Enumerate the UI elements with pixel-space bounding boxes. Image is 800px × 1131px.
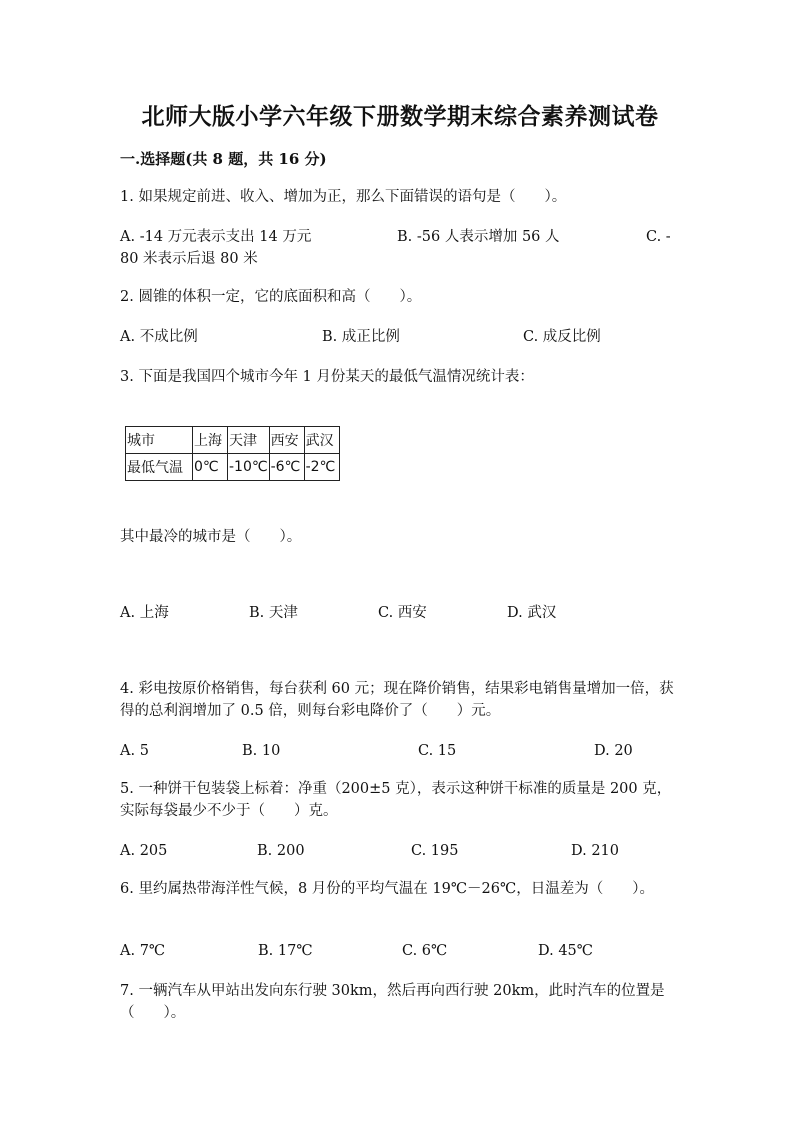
question-6-option-c[interactable]: C. 6℃ — [402, 943, 448, 959]
table-cell: 天津 — [228, 427, 270, 454]
question-3-stem-2: 其中最冷的城市是（ ）。 — [120, 529, 302, 545]
table-cell: 0℃ — [193, 454, 228, 481]
question-2-option-c[interactable]: C. 成反比例 — [523, 329, 601, 345]
question-6-option-d[interactable]: D. 45℃ — [538, 943, 593, 959]
question-6-stem: 6. 里约属热带海洋性气候，8 月份的平均气温在 19℃－26℃，日温差为（ ）。 — [120, 881, 654, 897]
section-heading: 一.选择题(共 8 题，共 16 分) — [120, 150, 327, 168]
question-4-option-d[interactable]: D. 20 — [594, 743, 633, 759]
question-1-option-b[interactable]: B. -56 人表示增加 56 人 — [397, 229, 560, 245]
table-cell: 城市 — [126, 427, 193, 454]
question-5-option-b[interactable]: B. 200 — [257, 843, 305, 859]
question-2-option-a[interactable]: A. 不成比例 — [120, 329, 198, 345]
question-1-option-c[interactable]: C. - — [646, 229, 671, 245]
table-header-row — [126, 427, 340, 454]
table-cell: 武汉 — [304, 427, 339, 454]
question-4-option-b[interactable]: B. 10 — [242, 743, 281, 759]
question-7-stem: 7. 一辆汽车从甲站出发向东行驶 30km，然后再向西行驶 20km，此时汽车的位置是（ ）。 — [120, 983, 665, 1021]
question-4-stem: 4. 彩电按原价格销售，每台获利 60 元；现在降价销售，结果彩电销售量增加一倍，获得的总利润增加了 0.5 倍，则每台彩电降价了（ ）元。 — [120, 681, 674, 719]
table-cell: 最低气温 — [126, 454, 193, 481]
temperature-table — [125, 426, 340, 481]
question-6-option-a[interactable]: A. 7℃ — [120, 943, 166, 959]
question-4-option-a[interactable]: A. 5 — [120, 743, 149, 759]
question-2-option-b[interactable]: B. 成正比例 — [322, 329, 400, 345]
question-1-option-c-continued: 80 米表示后退 80 米 — [120, 251, 258, 267]
question-3-stem: 3. 下面是我国四个城市今年 1 月份某天的最低气温情况统计表： — [120, 369, 534, 385]
table-cell: -10℃ — [228, 454, 270, 481]
table-cell: -6℃ — [269, 454, 304, 481]
question-2-stem: 2. 圆锥的体积一定，它的底面积和高（ ）。 — [120, 289, 422, 305]
table-cell: -2℃ — [304, 454, 339, 481]
question-3-option-d[interactable]: D. 武汉 — [507, 605, 557, 621]
question-1-stem: 1. 如果规定前进、收入、增加为正，那么下面错误的语句是（ ）。 — [120, 189, 567, 205]
table-cell: 西安 — [269, 427, 304, 454]
question-6-option-b[interactable]: B. 17℃ — [258, 943, 313, 959]
question-4-option-c[interactable]: C. 15 — [418, 743, 457, 759]
question-5-option-d[interactable]: D. 210 — [571, 843, 620, 859]
question-3-option-b[interactable]: B. 天津 — [249, 605, 298, 621]
page-title: 北师大版小学六年级下册数学期末综合素养测试卷 — [141, 103, 659, 130]
table-row — [126, 454, 340, 481]
question-3-option-c[interactable]: C. 西安 — [378, 605, 427, 621]
question-3-option-a[interactable]: A. 上海 — [120, 605, 169, 621]
table-cell: 上海 — [193, 427, 228, 454]
question-5-stem: 5. 一种饼干包装袋上标着：净重（200±5 克），表示这种饼干标准的质量是 200 克，实际每袋最少不少于（ ）克。 — [120, 781, 672, 819]
question-1-option-a[interactable]: A. -14 万元表示支出 14 万元 — [120, 229, 312, 245]
question-5-option-c[interactable]: C. 195 — [411, 843, 459, 859]
question-5-option-a[interactable]: A. 205 — [120, 843, 168, 859]
